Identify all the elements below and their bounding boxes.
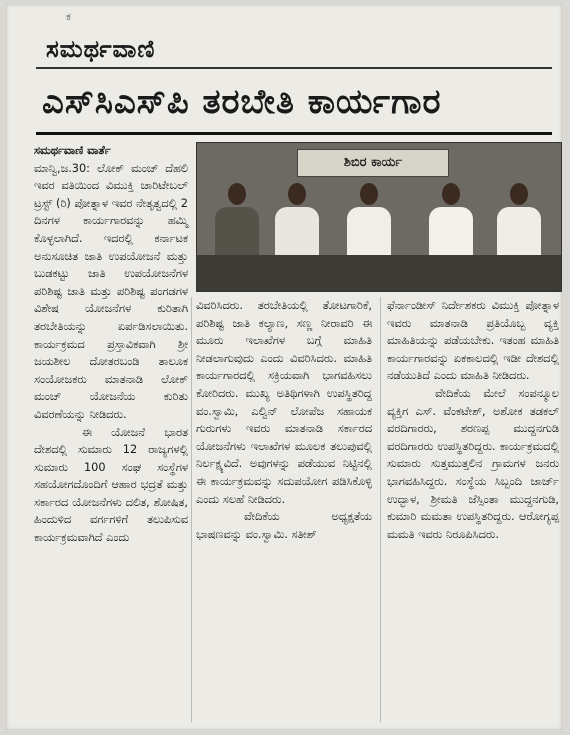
column-1-paragraph-1: ಮಾನ್ವಿ,ಜ.30: ಲೋಕ್ ಮಂಚ್ ದೆಹಲಿ ಇವರ ವತಿಯಿಂದ ವಿಮುಕ್ತಿ ಚಾರಿಟೇಬಲ್ ಟ್ರಸ್ಟ್ (ರಿ) ಪೋತ್ನಾಳ ಇವರ ನೇತೃತ್ವದಲ್ಲಿ 2 ದಿನಗಳ ಕಾರ್ಯಗಾರವನ್ನು ಹಮ್ಮಿ ಕೊಳ್ಳಲಾಗಿದೆ. ಇದರಲ್ಲಿ ಕರ್ನಾಟಕ ಅನುಸೂಚಿತ ಜಾತಿ ಉಪಯೋಜನೆ ಮತ್ತು ಬುಡಕಟ್ಟು ಜಾತಿ ಉಪಯೋಜನೆಗಳ ಪರಿಶಿಷ್ಟ ಜಾತಿ ಮತ್ತು ಪರಿಶಿಷ್ಟ ಪಂಗಡಗಳ ವಿಶೇಷ ಯೋಜನೆಗಳ ಕುರಿತಾಗಿ ತರಬೇತಿಯನ್ನು ಏರ್ಪಡಿಸಲಾಯಿತು. ಕಾರ್ಯಕ್ರಮದ ಪ್ರಸ್ತಾವಿಕವಾಗಿ ಶ್ರೀ ಜಯಶೀಲ ದೋತರಬಂಡಿ ತಾಲೂಕ ಸಂಯೋಜಕರು ಮಾತನಾಡಿ ಲೋಕ್ ಮಂಚ್ ಯೋಜನೆಯ ಕುರಿತು ವಿವರಣೆಯನ್ನು ನೀಡಿದರು. — [34, 161, 188, 421]
column-1-paragraph-2: ಈ ಯೋಜನೆ ಭಾರತ ದೇಶದಲ್ಲಿ ಸುಮಾರು 12 ರಾಜ್ಯಗಳಲ್ಲಿ ಸುಮಾರು 100 ಸಂಘ ಸಂಸ್ಥೆಗಳ ಸಹಯೋಗದೊಂದಿಗೆ ಆಹಾರ ಭದ್ರತೆ ಮತ್ತು ಸರ್ಕಾರದ ಯೋಜನೆಗಳು ದಲಿತ, ಶೋಷಿತ, ಹಿಂದುಳಿದ ವರ್ಗಗಳಿಗೆ ತಲುಪಿಸುವ ಕಾರ್ಯಕ್ರಮವಾಗಿದೆ ಎಂದು — [34, 425, 188, 545]
photo-person — [347, 183, 391, 261]
publication-title: ಸಮರ್ಥವಾಣಿ — [46, 34, 156, 63]
photo-person — [497, 183, 541, 261]
headline-rule — [36, 132, 552, 135]
article-column-2 — [196, 297, 372, 543]
article-byline: ಸಮರ್ಥವಾಣಿ ವಾರ್ತೆ — [34, 144, 111, 157]
photo-person — [275, 183, 319, 261]
column-divider — [380, 297, 381, 722]
column-2-paragraph-2: ವೇದಿಕೆಯ ಅಧ್ಯಕ್ಷತೆಯ ಭಾಷಣವನ್ನು ವಂ.ಸ್ವಾಮಿ. ಸತೀಶ್ — [196, 510, 372, 541]
photo-person — [215, 183, 259, 261]
publication-mark: ಕ — [66, 10, 71, 23]
photo-person — [429, 183, 473, 261]
column-2-paragraph-1: ವಿವರಿಸಿದರು. ತರಬೇತಿಯಲ್ಲಿ ತೋಟಗಾರಿಕೆ, ಪರಿಶಿಷ್ಟ ಜಾತಿ ಕಲ್ಯಾಣ, ಸಣ್ಣ ನೀರಾವರಿ ಈ ಮೂರು ಇಲಾಖೆಗಳ ಬಗ್ಗೆ ಮಾಹಿತಿ ನೀಡಲಾಗುವುದು ಎಂದು ವಿವರಿಸಿದರು. ಮಾಹಿತಿ ಕಾರ್ಯಗಾರದಲ್ಲಿ ಸಕ್ರಿಯವಾಗಿ ಭಾಗವಹಿಸಲು ಕೋರಿದರು. ಮುಖ್ಯ ಅತಿಥಿಗಳಾಗಿ ಉಪಸ್ಥಿತರಿದ್ದ ವಂ.ಸ್ವಾಮಿ, ಎಲ್ವಿನ್ ಲೋಪೆಜ ಸಹಾಯಕ ಗುರುಗಳು ಇವರು ಮಾತನಾಡಿ ಸರ್ಕಾರದ ಯೋಜನೆಗಳು ಇಲಾಖೆಗಳ ಮೂಲಕ ತಲುಪುವಲ್ಲಿ ನಿರ್ಲಕ್ಷ್ಯವಿದೆ. ಅವುಗಳನ್ನು ಪಡೆಯುವ ನಿಟ್ಟಿನಲ್ಲಿ ಈ ಕಾರ್ಯಕ್ರಮವನ್ನು ಸದುಪಯೋಗ ಪಡಿಸಿಕೊಳ್ಳಿ ಎಂದು ಸಲಹೆ ನೀಡಿದರು. — [196, 299, 372, 506]
masthead-rule — [36, 67, 552, 69]
column-divider — [191, 297, 192, 722]
column-3-paragraph-1: ಫೆರ್ನಾಂಡೀಸ್ ನಿರ್ದೇಶಕರು ವಿಮುಕ್ತಿ ಪೋತ್ನಾಳ ಇವರು ಮಾತನಾಡಿ ಪ್ರತಿಯೊಬ್ಬ ವ್ಯಕ್ತಿ ಮಾಹಿತಿಯನ್ನು ಪಡೆಯಬೇಕು. ಇತಂಹ ಮಾಹಿತಿ ಕಾರ್ಯಗಾರವನ್ನು ಏಕಕಾಲದಲ್ಲಿ ಇಡೀ ದೇಶದಲ್ಲಿ ನಡೆಯುತಿದೆ ಎಂದು ಮಾಹಿತಿ ನೀಡಿದರು. — [387, 299, 559, 383]
photo-table — [197, 255, 561, 291]
article-headline: ಎಸ್‌ಸಿಎಸ್‌ಪಿ ತರಬೇತಿ ಕಾರ್ಯಗಾರ — [42, 82, 442, 122]
photo-banner: ಶಿಬಿರ ಕಾರ್ಯ — [297, 149, 449, 177]
column-3-paragraph-2: ವೇದಿಕೆಯ ಮೇಲೆ ಸಂಪನ್ಮೂಲ ವ್ಯಕ್ತಿಗ ಎಸ್. ವೆಂಕಟೇಶ್, ಅಶೋಕ ತಡಕಲ್ ವರದಿಗಾರರು, ಶರಣಪ್ಪ ಮುದ್ದನಗುಡಿ ವರದಿಗಾರರು ಉಪಸ್ಥಿತರಿದ್ದರು. ಕಾರ್ಯಕ್ರಮದಲ್ಲಿ ಸುಮಾರು ಸುತ್ತಮುತ್ತಲಿನ ಗ್ರಾಮಗಳ ಜನರು ಭಾಗವಹಿಸಿದ್ದರು. ಸಂಸ್ಥೆಯ ಸಿಬ್ಬಂದಿ ಜಾರ್ಜ್ ಉದ್ಭಾಳ, ಶ್ರೀಮತಿ ಜೆಸ್ಸಿಂತಾ ಮುದ್ದನಗುಡಿ, ಕುಮಾರಿ ಮಮತಾ ಉಪಸ್ಥಿತರಿದ್ದರು. ಆರೋಗ್ಯಪ್ಪ ಮಮತಿ ಇವರು ನಿರೂಪಿಸಿದರು. — [387, 386, 559, 541]
article-column-3 — [387, 297, 559, 543]
newspaper-clipping — [6, 4, 562, 730]
article-column-1 — [34, 142, 188, 547]
event-photo — [196, 142, 562, 292]
